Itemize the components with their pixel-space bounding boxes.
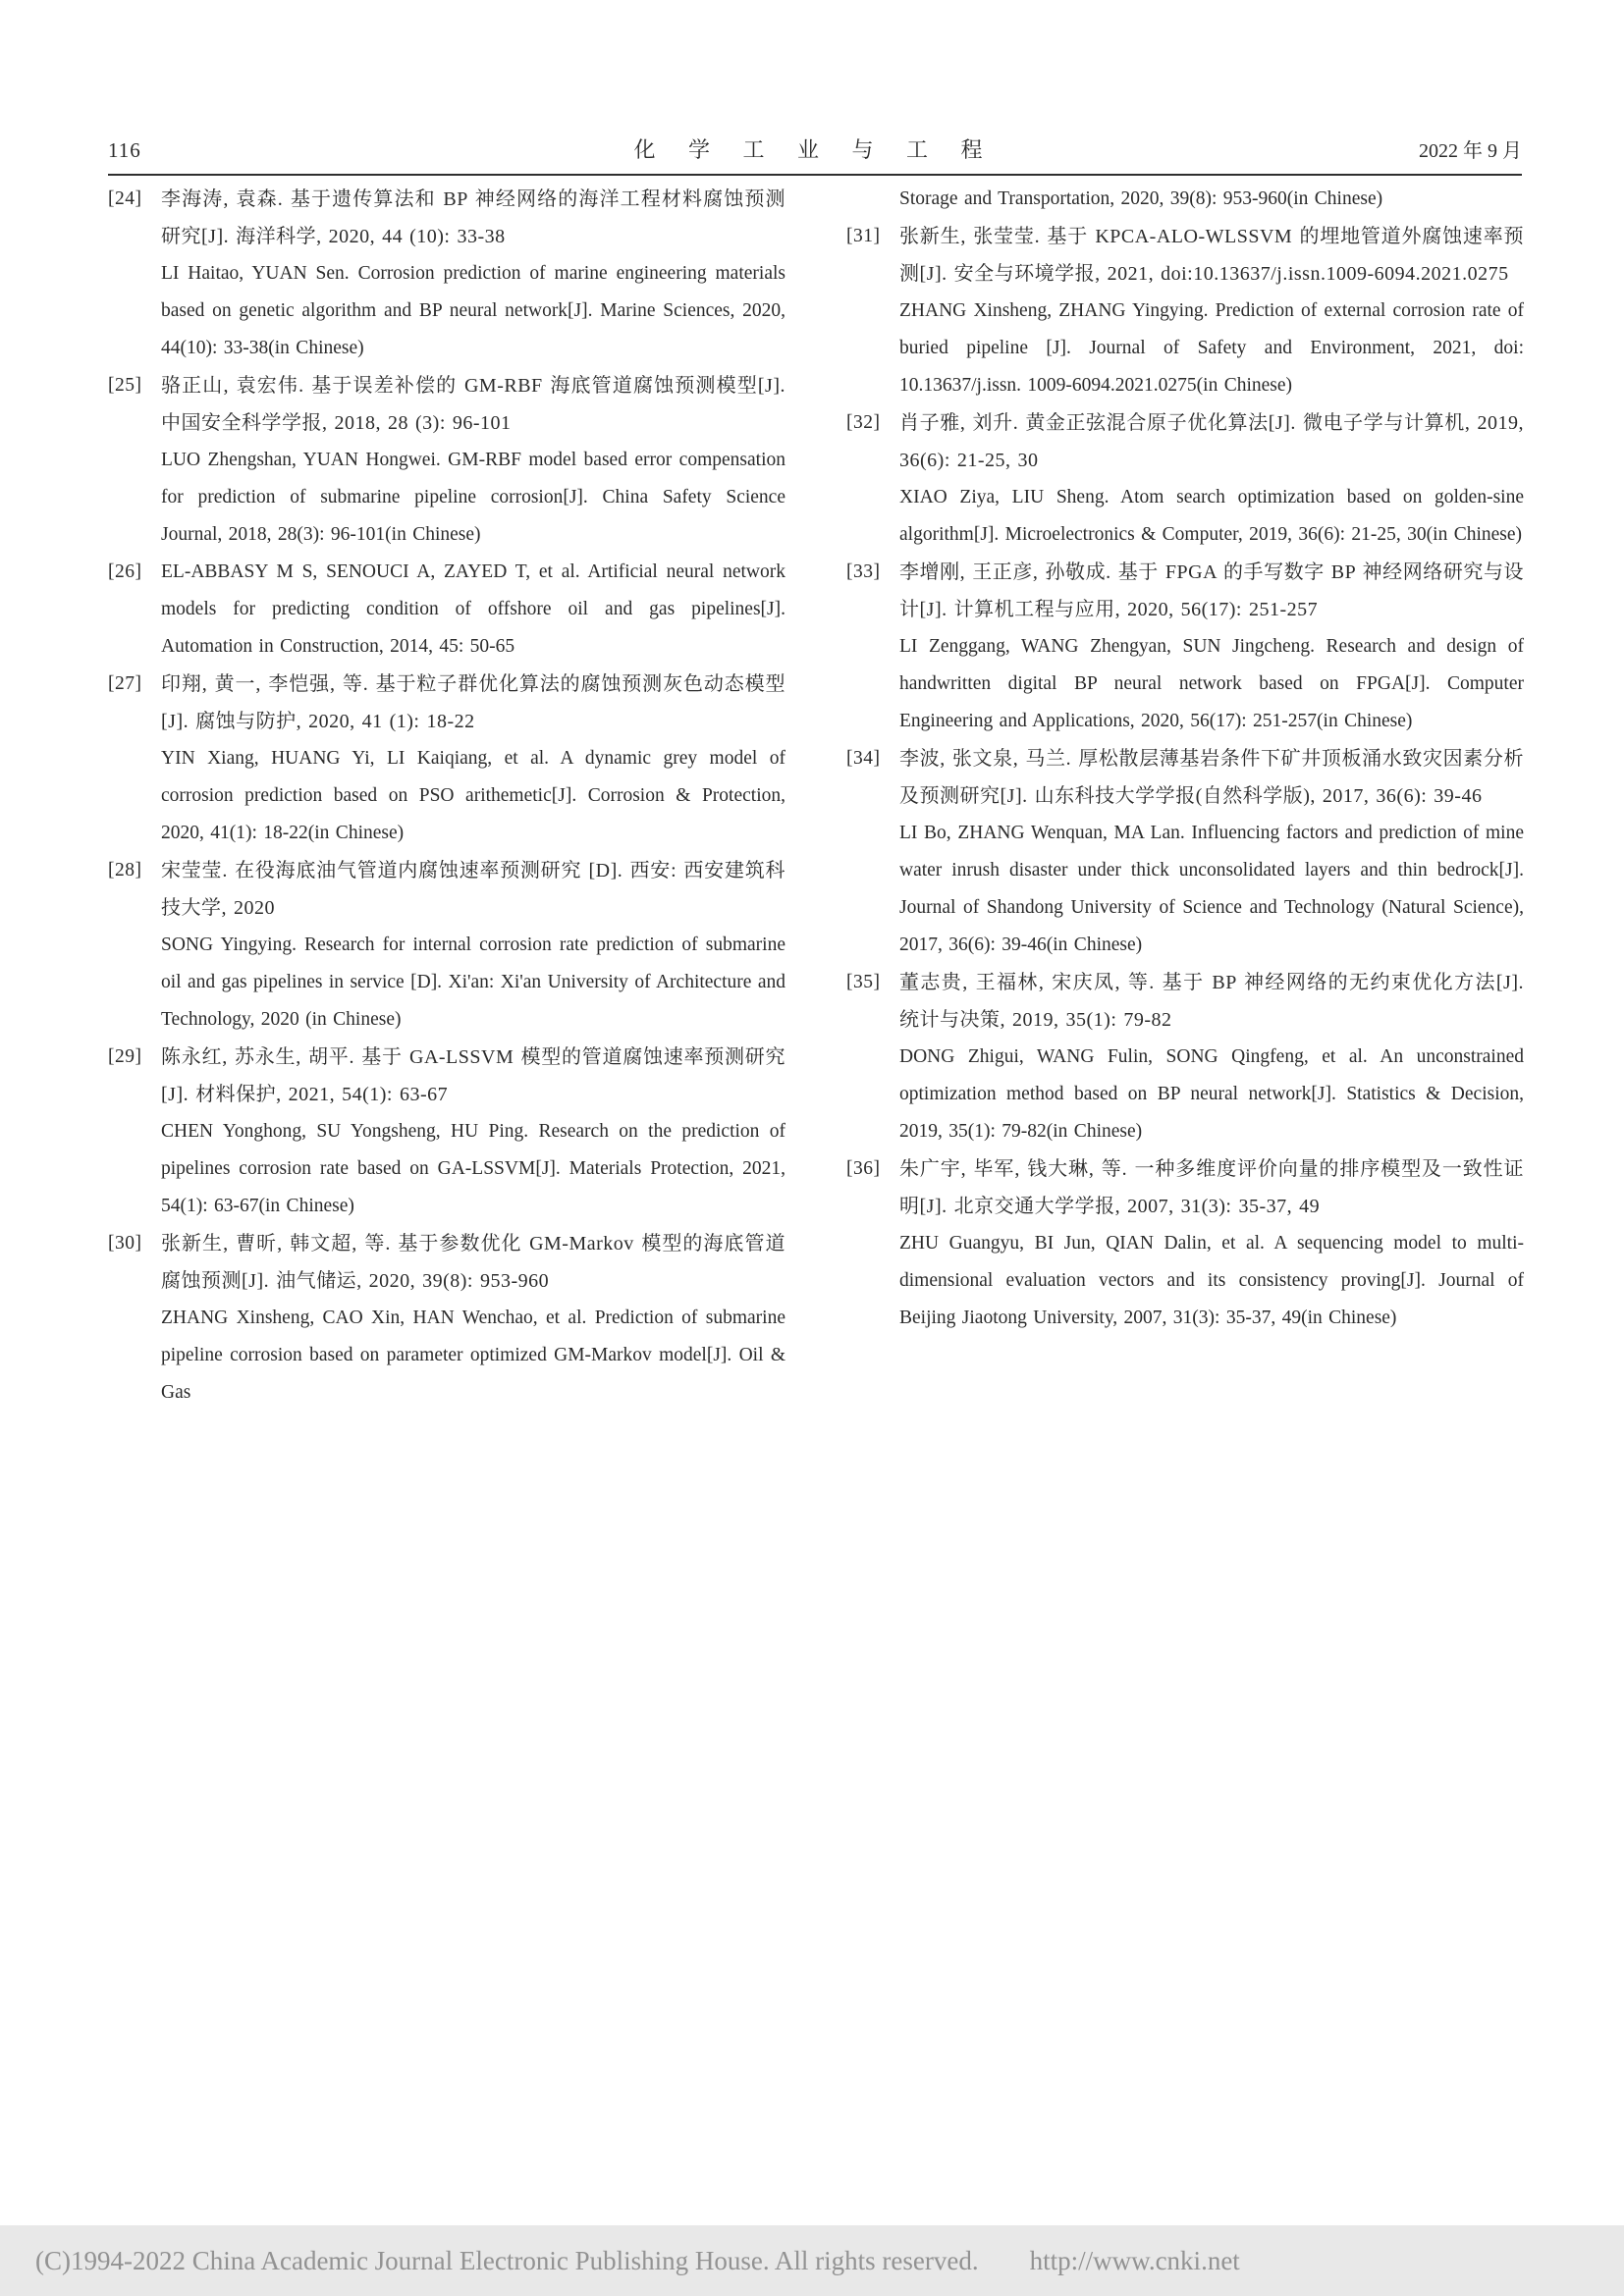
reference-body <box>161 554 785 666</box>
reference-number: [31] <box>846 226 881 246</box>
reference-text-chinese: 李增刚, 王正彦, 孙敬成. 基于 FPGA 的手写数字 BP 神经网络研究与设计[J]. 计算机工程与应用, 2020, 56(17): 251-257 <box>899 561 1524 620</box>
reference-number: [33] <box>846 561 881 582</box>
reference-text-chinese: 陈永红, 苏永生, 胡平. 基于 GA-LSSVM 模型的管道腐蚀速率预测研究[J]. 材料保护, 2021, 54(1): 63-67 <box>161 1046 785 1105</box>
reference-item <box>846 740 1524 964</box>
reference-number <box>846 181 899 218</box>
reference-text-english: ZHU Guangyu, BI Jun, QIAN Dalin, et al. A sequencing model to multi-dimensional evaluation vectors and its consistency proving[J]. Journal of Beijing Jiaotong University, 2007, 31(3): 35-37, 49(in Chinese) <box>899 1233 1524 1328</box>
reference-body <box>899 404 1524 554</box>
reference-item <box>846 554 1524 740</box>
copyright-text: (C)1994-2022 China Academic Journal Electronic Publishing House. All rights reserved. <box>35 2245 979 2275</box>
reference-item <box>846 181 1524 218</box>
reference-number: [27] <box>108 673 142 694</box>
page-number: 116 <box>108 138 141 162</box>
reference-item <box>846 404 1524 554</box>
reference-item <box>108 1225 785 1412</box>
reference-number: [35] <box>846 972 881 992</box>
reference-body <box>899 554 1524 740</box>
reference-text-english: YIN Xiang, HUANG Yi, LI Kaiqiang, et al. A dynamic grey model of corrosion prediction based on PSO arithemetic[J]. Corrosion & Protection, 2020, 41(1): 18-22(in Chinese) <box>161 748 785 843</box>
reference-item <box>108 181 785 367</box>
reference-body <box>899 181 1524 218</box>
reference-text-chinese: 张新生, 张莹莹. 基于 KPCA-ALO-WLSSVM 的埋地管道外腐蚀速率预测[J]. 安全与环境学报, 2021, doi:10.13637/j.issn.1009-6094.2021.0275 <box>899 226 1524 285</box>
reference-item <box>846 964 1524 1150</box>
reference-item <box>846 1150 1524 1337</box>
reference-text-chinese: 肖子雅, 刘升. 黄金正弦混合原子优化算法[J]. 微电子学与计算机, 2019, 36(6): 21-25, 30 <box>899 412 1524 471</box>
reference-text-chinese: 宋莹莹. 在役海底油气管道内腐蚀速率预测研究 [D]. 西安: 西安建筑科技大学, 2020 <box>161 860 785 919</box>
reference-body <box>899 964 1524 1150</box>
reference-number: [30] <box>108 1233 142 1254</box>
references-right-column <box>846 181 1524 1412</box>
references-section <box>108 181 1524 1412</box>
reference-body <box>161 852 785 1039</box>
reference-text-chinese: 印翔, 黄一, 李恺强, 等. 基于粒子群优化算法的腐蚀预测灰色动态模型[J]. 腐蚀与防护, 2020, 41 (1): 18-22 <box>161 673 785 732</box>
reference-number: [26] <box>108 561 142 582</box>
reference-item <box>846 218 1524 404</box>
reference-item <box>108 554 785 666</box>
reference-text-chinese: 朱广宇, 毕军, 钱大琳, 等. 一种多维度评价向量的排序模型及一致性证明[J]. 北京交通大学学报, 2007, 31(3): 35-37, 49 <box>899 1158 1524 1217</box>
reference-text-english: LUO Zhengshan, YUAN Hongwei. GM-RBF model based error compensation for prediction of submarine pipeline corrosion[J]. China Safety Science Journal, 2018, 28(3): 96-101(in Chinese) <box>161 450 785 545</box>
page-header <box>108 133 1522 176</box>
issue-date: 2022 年 9 月 <box>1419 140 1522 162</box>
reference-text-english: LI Zenggang, WANG Zhengyan, SUN Jingcheng. Research and design of handwritten digital BP neural network based on FPGA[J]. Computer Engineering and Applications, 2020, 56(17): 251-257(in Chinese) <box>899 636 1524 731</box>
reference-body <box>161 1225 785 1412</box>
reference-body <box>899 740 1524 964</box>
reference-body <box>899 1150 1524 1337</box>
reference-item <box>108 852 785 1039</box>
reference-number: [34] <box>846 748 881 769</box>
reference-item <box>108 367 785 554</box>
reference-text-chinese: 董志贵, 王福林, 宋庆凤, 等. 基于 BP 神经网络的无约束优化方法[J]. 统计与决策, 2019, 35(1): 79-82 <box>899 972 1524 1031</box>
page-footer <box>0 2225 1624 2296</box>
reference-number: [25] <box>108 375 142 396</box>
reference-text-chinese: 李海涛, 袁森. 基于遗传算法和 BP 神经网络的海洋工程材料腐蚀预测研究[J]. 海洋科学, 2020, 44 (10): 33-38 <box>161 188 785 247</box>
reference-text-english: ZHANG Xinsheng, CAO Xin, HAN Wenchao, et al. Prediction of submarine pipeline corrosion based on parameter optimized GM-Markov model[J]. Oil & Gas <box>161 1308 785 1403</box>
reference-number: [32] <box>846 412 881 433</box>
references-left-column <box>108 181 785 1412</box>
reference-item <box>108 666 785 852</box>
reference-text-english: ZHANG Xinsheng, ZHANG Yingying. Prediction of external corrosion rate of buried pipeline [J]. Journal of Safety and Environment, 2021, doi: 10.13637/j.issn. 1009-6094.2021.0275(in Chinese) <box>899 300 1524 396</box>
reference-text-english: CHEN Yonghong, SU Yongsheng, HU Ping. Research on the prediction of pipelines corrosion rate based on GA-LSSVM[J]. Materials Protection, 2021, 54(1): 63-67(in Chinese) <box>161 1121 785 1216</box>
reference-text-english: LI Haitao, YUAN Sen. Corrosion prediction of marine engineering materials based on genetic algorithm and BP neural network[J]. Marine Sciences, 2020, 44(10): 33-38(in Chinese) <box>161 263 785 358</box>
reference-number: [29] <box>108 1046 142 1067</box>
reference-text-chinese: 李波, 张文泉, 马兰. 厚松散层薄基岩条件下矿井顶板涌水致灾因素分析及预测研究[J]. 山东科技大学学报(自然科学版), 2017, 36(6): 39-46 <box>899 748 1524 807</box>
reference-body <box>161 666 785 852</box>
reference-text-english: Storage and Transportation, 2020, 39(8): 953-960(in Chinese) <box>899 188 1383 209</box>
reference-text-english: SONG Yingying. Research for internal corrosion rate prediction of submarine oil and gas pipelines in service [D]. Xi'an: Xi'an University of Architecture and Technology, 2020 (in Chinese) <box>161 934 785 1030</box>
reference-number: [28] <box>108 860 142 881</box>
reference-text-english: LI Bo, ZHANG Wenquan, MA Lan. Influencing factors and prediction of mine water inrush disaster under thick unconsolidated layers and thin bedrock[J]. Journal of Shandong University of Science and Technology (Natural Science), 2017, 36(6): 39-46(in Chinese) <box>899 823 1524 955</box>
reference-body <box>161 1039 785 1225</box>
reference-number: [24] <box>108 188 142 209</box>
reference-body <box>899 218 1524 404</box>
reference-text-chinese: 张新生, 曹昕, 韩文超, 等. 基于参数优化 GM-Markov 模型的海底管道腐蚀预测[J]. 油气储运, 2020, 39(8): 953-960 <box>161 1233 785 1292</box>
reference-item <box>108 1039 785 1225</box>
reference-text-chinese: 骆正山, 袁宏伟. 基于误差补偿的 GM-RBF 海底管道腐蚀预测模型[J]. 中国安全科学学报, 2018, 28 (3): 96-101 <box>161 375 785 434</box>
cnki-url: http://www.cnki.net <box>1029 2245 1240 2275</box>
reference-body <box>161 367 785 554</box>
reference-number: [36] <box>846 1158 881 1179</box>
reference-text-english: DONG Zhigui, WANG Fulin, SONG Qingfeng, et al. An unconstrained optimization method based on BP neural network[J]. Statistics & Decision, 2019, 35(1): 79-82(in Chinese) <box>899 1046 1524 1142</box>
reference-text-english: XIAO Ziya, LIU Sheng. Atom search optimization based on golden-sine algorithm[J]. Microelectronics & Computer, 2019, 36(6): 21-25, 30(in Chinese) <box>899 487 1524 545</box>
reference-text-english: EL-ABBASY M S, SENOUCI A, ZAYED T, et al. Artificial neural network models for predicting condition of offshore oil and gas pipelines[J]. Automation in Construction, 2014, 45: 50-65 <box>161 561 785 657</box>
reference-body <box>161 181 785 367</box>
journal-title: 化 学 工 业 与 工 程 <box>633 137 997 162</box>
